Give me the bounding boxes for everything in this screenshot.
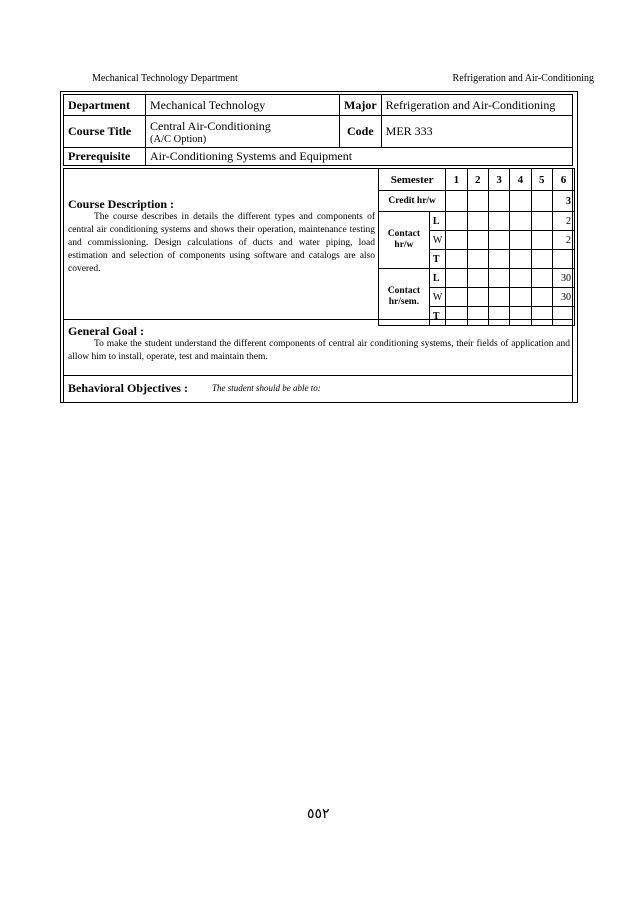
contact-hrsem-label-line1: Contact bbox=[387, 286, 420, 296]
department-label: Department bbox=[64, 95, 146, 116]
behavioral-objectives-section bbox=[63, 376, 573, 403]
prerequisite-label: Prerequisite bbox=[64, 148, 146, 166]
hrw-l-label: L bbox=[429, 212, 445, 231]
hrw-l-s3 bbox=[488, 212, 509, 231]
hrw-t-label: T bbox=[429, 250, 445, 269]
semester-2: 2 bbox=[467, 169, 488, 191]
hrsem-l-s5 bbox=[531, 269, 552, 288]
semester-6: 6 bbox=[552, 169, 574, 191]
hrw-w-s1 bbox=[446, 231, 467, 250]
hrw-l-s1 bbox=[446, 212, 467, 231]
hrw-t-s2 bbox=[467, 250, 488, 269]
contact-hrsem-label-line2: hr/sem. bbox=[388, 297, 420, 307]
semester-table bbox=[378, 168, 575, 326]
semester-5: 5 bbox=[531, 169, 552, 191]
hrw-t-s5 bbox=[531, 250, 552, 269]
major-label: Major bbox=[340, 95, 382, 116]
hrw-t-s6 bbox=[552, 250, 574, 269]
code-value: MER 333 bbox=[381, 116, 572, 148]
credit-s2 bbox=[467, 191, 488, 212]
hrsem-l-s4 bbox=[510, 269, 531, 288]
contact-hrw-label bbox=[379, 212, 430, 269]
hrw-w-s3 bbox=[488, 231, 509, 250]
contact-hrw-label-line1: Contact bbox=[387, 229, 420, 239]
hrsem-l-s1 bbox=[446, 269, 467, 288]
credit-s4 bbox=[510, 191, 531, 212]
hrw-w-s2 bbox=[467, 231, 488, 250]
credit-s6: 3 bbox=[552, 191, 574, 212]
hrw-t-s4 bbox=[510, 250, 531, 269]
hrw-l-s6: 2 bbox=[552, 212, 574, 231]
course-description-title: Course Description : bbox=[68, 197, 174, 211]
hrw-t-s1 bbox=[446, 250, 467, 269]
general-goal-text: To make the student understand the different components of central air conditioning systems, their fields of application and allow him to install, operate, test and maintain them. bbox=[68, 339, 570, 362]
credit-s1 bbox=[446, 191, 467, 212]
page-number: ٥٥٢ bbox=[307, 806, 330, 822]
course-title-sub: (A/C Option) bbox=[150, 133, 207, 145]
contact-hrw-label-line2: hr/w bbox=[394, 240, 414, 250]
behavioral-objectives-title: Behavioral Objectives : bbox=[68, 381, 188, 395]
credit-s5 bbox=[531, 191, 552, 212]
hrw-t-s3 bbox=[488, 250, 509, 269]
hrw-l-s5 bbox=[531, 212, 552, 231]
hrsem-t-label: T bbox=[429, 307, 445, 326]
semester-1: 1 bbox=[446, 169, 467, 191]
hrsem-w-s5 bbox=[531, 288, 552, 307]
hrw-w-s6: 2 bbox=[552, 231, 574, 250]
semester-label: Semester bbox=[379, 169, 446, 191]
hrw-l-s4 bbox=[510, 212, 531, 231]
credit-label: Credit hr/w bbox=[379, 191, 446, 212]
prerequisite-value: Air-Conditioning Systems and Equipment bbox=[146, 148, 573, 166]
general-goal-title: General Goal : bbox=[68, 324, 144, 338]
hrw-w-s5 bbox=[531, 231, 552, 250]
course-description-text: The course describes in details the different types and components of central air conditioning systems and shows their operation, maintenance testing and commissioning. Design calculations of ducts and water piping, load estimation and selection of components using software and catalogs are also covered. bbox=[68, 212, 375, 274]
course-description-section bbox=[63, 168, 573, 320]
course-title-label: Course Title bbox=[64, 116, 146, 148]
semester-4: 4 bbox=[510, 169, 531, 191]
major-value: Refrigeration and Air-Conditioning bbox=[381, 95, 572, 116]
hrsem-l-s6: 30 bbox=[552, 269, 574, 288]
hrsem-w-s4 bbox=[510, 288, 531, 307]
hrsem-w-s2 bbox=[467, 288, 488, 307]
hrsem-w-s3 bbox=[488, 288, 509, 307]
credit-s3 bbox=[488, 191, 509, 212]
course-title-cell bbox=[146, 116, 340, 148]
hrw-l-s2 bbox=[467, 212, 488, 231]
code-label: Code bbox=[340, 116, 382, 148]
hrw-w-s4 bbox=[510, 231, 531, 250]
course-frame bbox=[60, 91, 578, 403]
hrsem-w-s6: 30 bbox=[552, 288, 574, 307]
course-inner bbox=[63, 94, 575, 403]
contact-hrsem-label bbox=[379, 269, 430, 326]
general-goal-section bbox=[63, 320, 573, 376]
header-department: Mechanical Technology Department bbox=[92, 73, 238, 84]
semester-3: 3 bbox=[488, 169, 509, 191]
hrsem-w-s1 bbox=[446, 288, 467, 307]
header-program: Refrigeration and Air-Conditioning bbox=[452, 73, 594, 84]
page-header bbox=[92, 73, 594, 87]
course-title-value: Central Air-Conditioning bbox=[150, 118, 271, 133]
hrsem-l-label: L bbox=[429, 269, 445, 288]
hrsem-w-label: W bbox=[429, 288, 445, 307]
hrw-w-label: W bbox=[429, 231, 445, 250]
behavioral-objectives-subtitle: The student should be able to: bbox=[212, 383, 321, 393]
course-info-table bbox=[63, 94, 573, 166]
hrsem-l-s2 bbox=[467, 269, 488, 288]
hrsem-l-s3 bbox=[488, 269, 509, 288]
department-value: Mechanical Technology bbox=[146, 95, 340, 116]
